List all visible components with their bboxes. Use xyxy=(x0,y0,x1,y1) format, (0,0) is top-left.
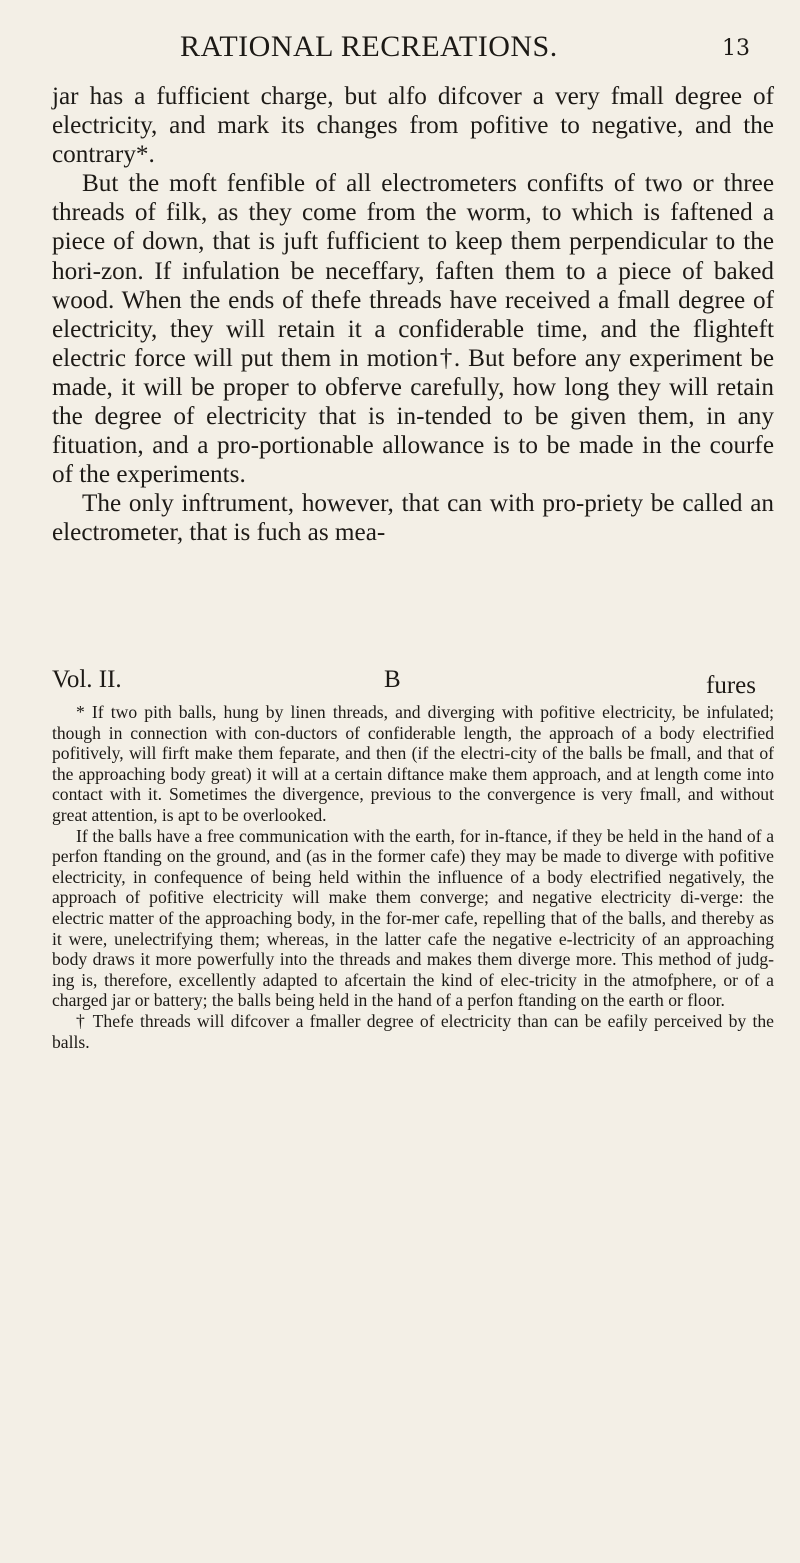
footnote-1-continued: If the balls have a free communication with the earth, for in-ftance, if they be held in the hand of a perfon ftanding on the ground, and (as in the former cafe) they may be made to diverge with pofitive electricity, in confequence of being held within the influence of a body electrified negatively, the approach of pofitive electricity will make them converge; and negative electricity di-verge: the electric matter of the approaching body, in the for-mer cafe, repelling that of the balls, and thereby as it were, unelectrifying them; whereas, in the latter cafe the negative e-lectricity of an approaching body draws it more powerfully into the threads and makes them diverge more. This method of judg-ing is, therefore, excellently adapted to afcertain the kind of elec-tricity in the atmofphere, or of a charged jar or battery; the balls being held in the hand of a perfon ftanding on the earth or floor. xyxy=(52,825,774,1011)
running-head xyxy=(62,30,780,76)
footnotes xyxy=(52,702,774,1052)
paragraph-3: The only inftrument, however, that can with pro-priety be called an electrometer, that is fuch as mea- xyxy=(52,490,774,547)
paragraph-2: But the moft fenfible of all electrometers confifts of two or three threads of filk, as they come from the worm, to which is faftened a piece of down, that is juft fufficient to keep them perpendicular to the hori-zon. If infulation be neceffary, faften them to a piece of baked wood. When the ends of thefe threads have received a fmall degree of electricity, they will retain it a confiderable time, and the flighteft electric force will put them in motion†. But before any experiment be made, it will be proper to obferve carefully, how long they will retain the degree of electricity that is in-tended to be given them, in any fituation, and a pro-portionable allowance is to be made in the courfe of the experiments. xyxy=(52,170,774,489)
signature-mark: B xyxy=(384,666,401,693)
footnote-1: * If two pith balls, hung by linen threads, and diverging with pofitive electricity, be infulated; though in connection with con-ductors of confiderable length, the approach of a body electrified pofitively, will firft make them feparate, and then (if the electri-city of the balls be fmall, and that of the approaching body great) it will at a certain diftance make them approach, and at length come into contact with it. Sometimes the divergence, previous to the convergence is very fmall, and without great attention, is apt to be overlooked. xyxy=(52,702,774,825)
running-title: RATIONAL RECREATIONS. xyxy=(180,30,558,63)
signature-line xyxy=(52,666,774,699)
page-number: 13 xyxy=(722,36,750,61)
volume-label: Vol. II. xyxy=(52,666,122,693)
paragraph-1: jar has a fufficient charge, but alfo difcover a very fmall degree of electricity, and mark its changes from pofitive to negative, and the contrary*. xyxy=(52,83,774,169)
footnote-2: † Thefe threads will difcover a fmaller degree of electricity than can be eafily perceived by the balls. xyxy=(52,1010,774,1052)
main-text xyxy=(52,82,774,548)
catchword: fures xyxy=(706,672,756,699)
